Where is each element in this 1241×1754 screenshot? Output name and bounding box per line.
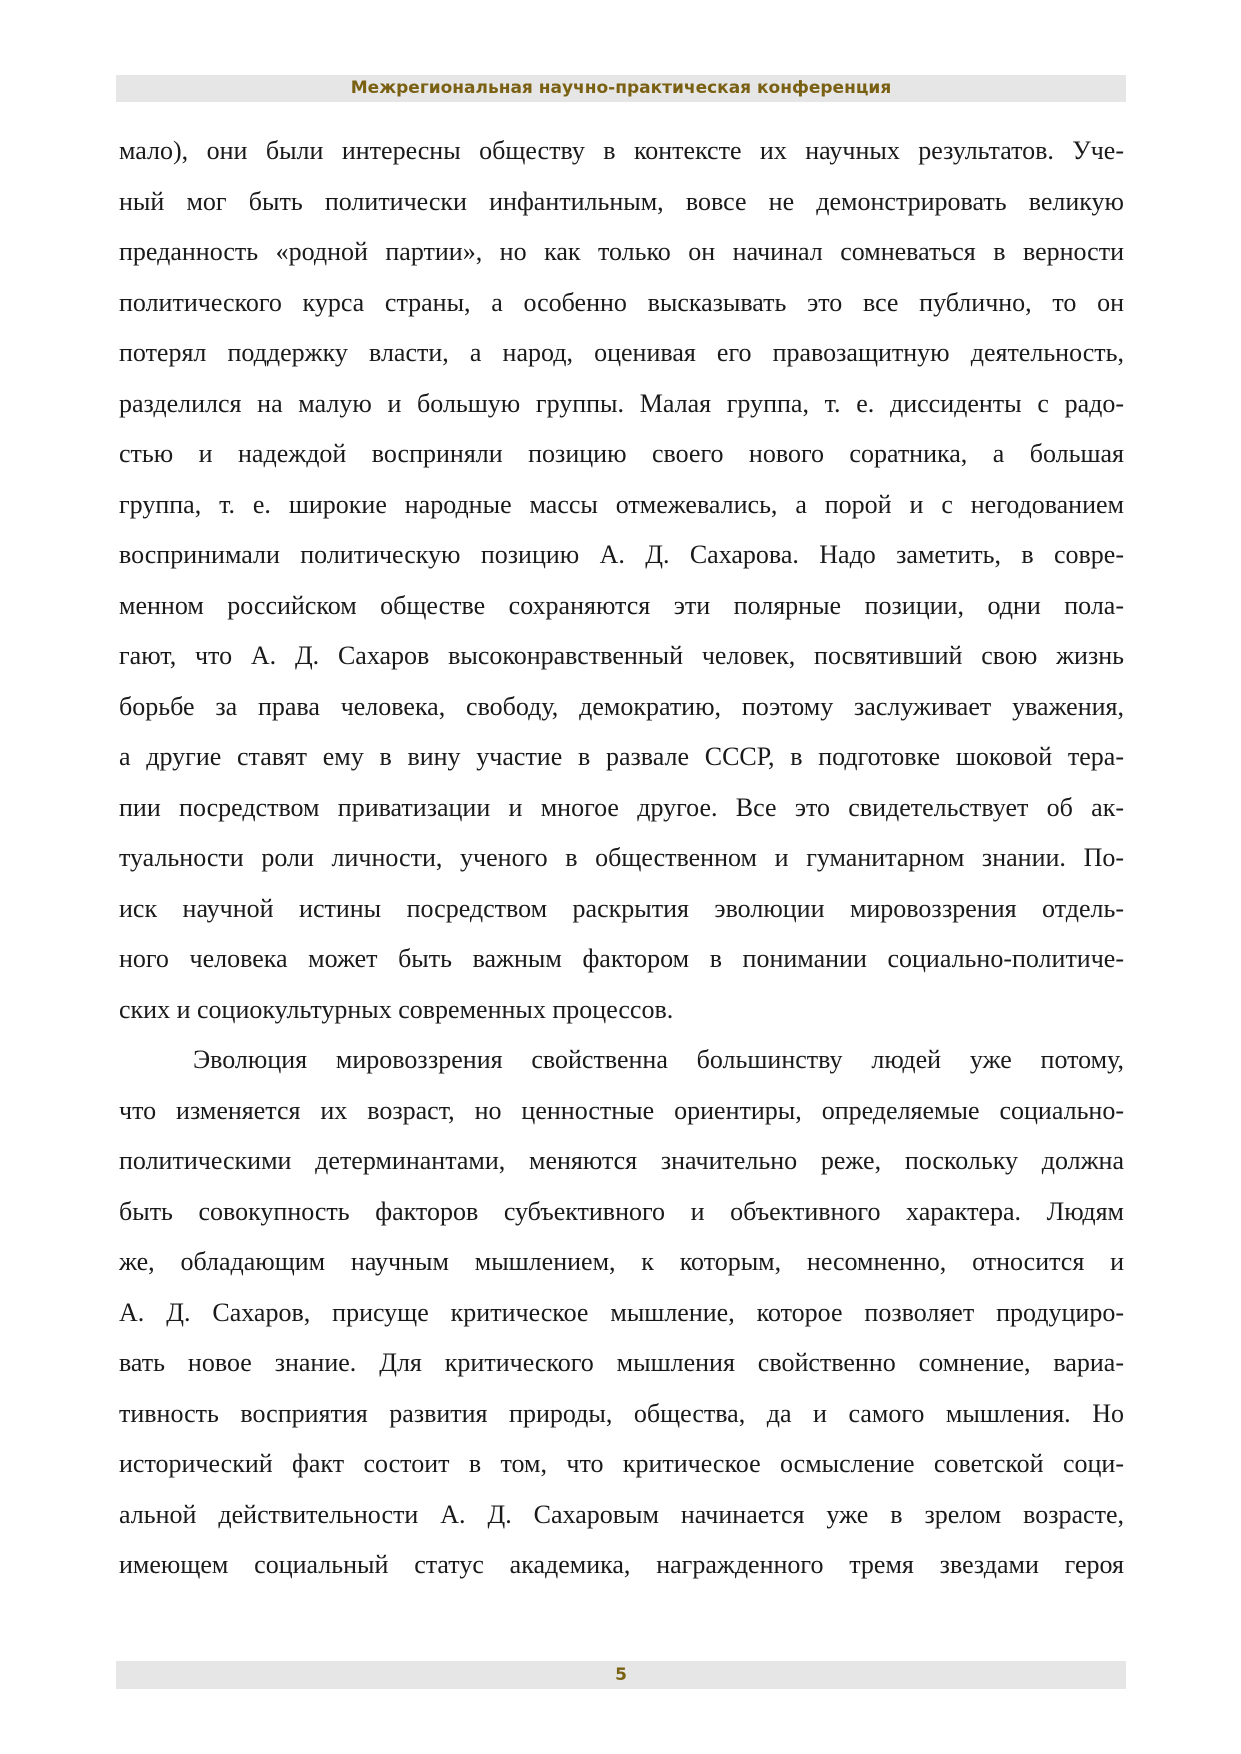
text-line: пии посредством приватизации и многое другое. Все это свидетельствует об ак- (119, 792, 1124, 822)
text-line: воспринимали политическую позицию А. Д. Сахарова. Надо заметить, в совре- (119, 540, 1124, 569)
text-line: преданность «родной партии», но как только он начинал сомневаться в верности (119, 237, 1124, 266)
text-line-last: ских и социокультурных современных процессов. (119, 994, 674, 1024)
text-line: стью и надеждой восприняли позицию своего нового соратника, а большая (119, 439, 1124, 468)
document-body (119, 126, 1124, 1591)
text-line: ного человека может быть важным фактором в понимании социально-политиче- (119, 944, 1124, 973)
conference-title: Межрегиональная научно-практическая конференция (350, 78, 892, 98)
text-line: вать новое знание. Для критического мышления свойственно сомнение, вариа- (119, 1348, 1124, 1377)
text-line: же, обладающим научным мышлением, к которым, несомненно, относится и (119, 1247, 1124, 1276)
paragraph-1 (119, 126, 1124, 1035)
text-line: потерял поддержку власти, а народ, оценивая его правозащитную деятельность, (119, 338, 1124, 367)
text-line: исторический факт состоит в том, что критическое осмысление советской соци- (119, 1449, 1124, 1478)
text-line: борьбе за права человека, свободу, демократию, поэтому заслуживает уважения, (119, 691, 1124, 721)
text-line: ный мог быть политически инфантильным, вовсе не демонстрировать великую (119, 186, 1124, 216)
text-line: туальности роли личности, ученого в общественном и гуманитарном знании. По- (119, 843, 1124, 872)
text-line: политического курса страны, а особенно высказывать это все публично, то он (119, 287, 1124, 317)
page-footer (116, 1661, 1126, 1689)
text-line: разделился на малую и большую группы. Малая группа, т. е. диссиденты с радо- (119, 388, 1124, 418)
text-line: группа, т. е. широкие народные массы отмежевались, а порой и с негодованием (119, 489, 1124, 519)
text-line: имеющем социальный статус академика, награжденного тремя звездами героя (119, 1550, 1124, 1579)
page-header (116, 75, 1126, 102)
paragraph-2 (119, 1035, 1124, 1591)
text-line: что изменяется их возраст, но ценностные ориентиры, определяемые социально- (119, 1095, 1124, 1125)
text-line-first: Эволюция мировоззрения свойственна большинству людей уже потому, (193, 1045, 1124, 1074)
text-line: альной действительности А. Д. Сахаровым начинается уже в зрелом возрасте, (119, 1499, 1124, 1529)
text-line: гают, что А. Д. Сахаров высоконравственный человек, посвятивший свою жизнь (119, 641, 1124, 670)
text-line: мало), они были интересны обществу в контексте их научных результатов. Уче- (119, 136, 1124, 165)
page-number: 5 (615, 1665, 627, 1685)
text-line: тивность восприятия развития природы, общества, да и самого мышления. Но (119, 1398, 1124, 1428)
text-line: политическими детерминантами, меняются значительно реже, поскольку должна (119, 1146, 1124, 1175)
text-line: быть совокупность факторов субъективного и объективного характера. Людям (119, 1196, 1124, 1226)
text-line: менном российском обществе сохраняются эти полярные позиции, одни пола- (119, 590, 1124, 620)
text-line: иск научной истины посредством раскрытия эволюции мировоззрения отдель- (119, 893, 1124, 923)
text-line: а другие ставят ему в вину участие в развале СССР, в подготовке шоковой тера- (119, 742, 1124, 771)
text-line: А. Д. Сахаров, присуще критическое мышление, которое позволяет продуциро- (119, 1297, 1124, 1327)
